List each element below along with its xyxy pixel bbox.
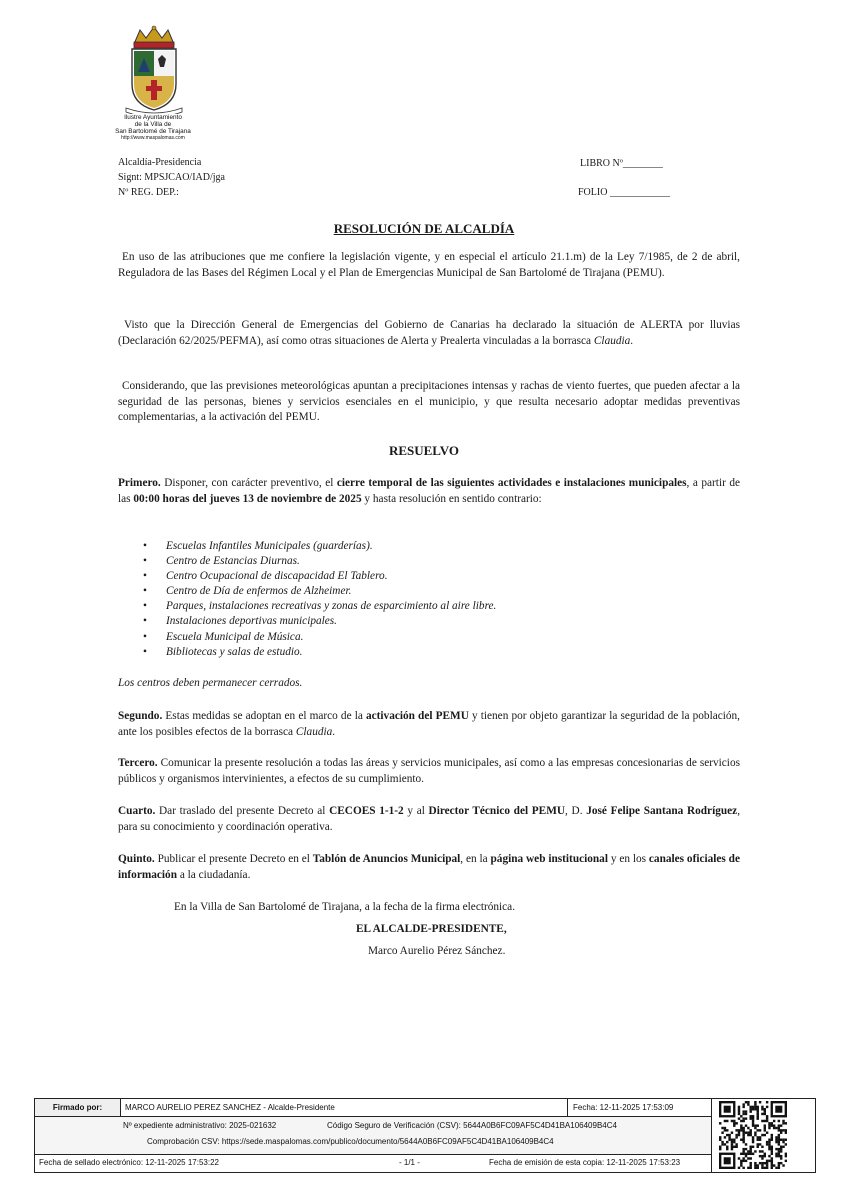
csv-check-url[interactable]: Comprobación CSV: https://sede.maspalomas.com/publico/documento/5644A0B6FC09AF5C4D41BA106409B4C4	[147, 1137, 554, 1146]
header-signature-ref: Signt: MPSJCAO/IAD/jga	[118, 172, 225, 183]
file-number: Nº expediente administrativo: 2025-021632	[123, 1121, 277, 1130]
logo-line-3: San Bartolomé de Tirajana	[115, 128, 191, 135]
list-item: • Escuelas Infantiles Municipales (guarderías).	[118, 539, 496, 554]
logo-line-2: de la Villa de	[134, 121, 172, 128]
logo-url: http://www.maspalomas.com	[121, 135, 185, 141]
list-item: • Escuela Municipal de Música.	[118, 630, 496, 645]
paragraph-attributions: En uso de las atribuciones que me confiere la legislación vigente, y en especial el artículo 21.1.m) de la Ley 7/1985, de 2 de abril, Reguladora de las Bases del Régimen Local y el Plan de Emergencias Municipal de San Bartolomé de Tirajana (PEMU).	[118, 251, 740, 279]
list-item: • Parques, instalaciones recreativas y zonas de esparcimiento al aire libre.	[118, 599, 496, 614]
document-title: RESOLUCIÓN DE ALCALDÍA	[333, 221, 515, 236]
signer-title: EL ALCALDE-PRESIDENTE,	[356, 923, 507, 935]
closed-note: Los centros deben permanecer cerrados.	[118, 677, 303, 689]
clause-cuarto: Cuarto. Dar traslado del presente Decreto al CECOES 1-1-2 y al Director Técnico del PEMU, D. José Felipe Santana Rodríguez, para su conocimiento y coordinación operativa.	[118, 805, 741, 833]
list-item: • Bibliotecas y salas de estudio.	[118, 645, 496, 660]
signature-date: Fecha: 12-11-2025 17:53:09	[567, 1099, 711, 1116]
list-item: • Instalaciones deportivas municipales.	[118, 614, 496, 629]
copy-issue-date: Fecha de emisión de esta copia: 12-11-2025 17:53:23	[489, 1158, 681, 1167]
verification-block	[35, 1117, 711, 1155]
page-number: - 1/1 -	[399, 1158, 420, 1167]
clause-tercero: Tercero. Comunicar la presente resolución a todas las áreas y servicios municipales, así como a las empresas concesionarias de servicios públicos y organismos intervinientes, a efectos de su cumplimiento.	[118, 757, 740, 785]
header-reg-dep: Nº REG. DEP.:	[118, 187, 179, 198]
list-item: • Centro Ocupacional de discapacidad El Tablero.	[118, 569, 496, 584]
header-department: Alcaldía-Presidencia	[118, 157, 202, 168]
list-item: • Centro de Estancias Diurnas.	[118, 554, 496, 569]
header-libro: LIBRO Nº________	[580, 158, 663, 169]
qr-code[interactable]	[719, 1101, 787, 1169]
csv-code: Código Seguro de Verificación (CSV): 5644A0B6FC09AF5C4D41BA106409B4C4	[327, 1121, 617, 1130]
paragraph-alert: Visto que la Dirección General de Emergencias del Gobierno de Canarias ha declarado la situación de ALERTA por lluvias (Declaración 62/2025/PEFMA), así como otras situaciones de Alerta y Prealerta vinculadas a la borrasca Claudia.	[118, 319, 740, 347]
signature-row	[35, 1099, 711, 1117]
closed-facilities-list	[118, 539, 496, 660]
closing-place-date: En la Villa de San Bartolomé de Tirajana, a la fecha de la firma electrónica.	[174, 901, 516, 913]
clause-quinto: Quinto. Publicar el presente Decreto en el Tablón de Anuncios Municipal, en la página web institucional y en los canales oficiales de información a la ciudadanía.	[118, 853, 740, 881]
resuelvo-heading: RESUELVO	[388, 443, 460, 458]
electronic-signature-box	[34, 1098, 816, 1173]
signed-by-label: Firmado por:	[35, 1099, 121, 1116]
clause-segundo: Segundo. Estas medidas se adoptan en el marco de la activación del PEMU y tienen por objeto garantizar la seguridad de la población, ante los posibles efectos de la borrasca Claudia.	[118, 710, 740, 738]
paragraph-considering: Considerando, que las previsiones meteorológicas apuntan a precipitaciones intensas y rachas de viento fuertes, que pueden afectar a la seguridad de las personas, bienes y servicios esenciales en el municipio, y que resulta necesario adoptar medidas preventivas complementarias, a la activación del PEMU.	[118, 380, 740, 424]
signer-name: Marco Aurelio Pérez Sánchez.	[368, 945, 506, 957]
clause-primero: Primero. Disponer, con carácter preventivo, el cierre temporal de las siguientes actividades e instalaciones municipales, a partir de las 00:00 horas del jueves 13 de noviembre de 2025 y hasta resolución en sentido contrario:	[118, 477, 740, 505]
signed-by-name: MARCO AURELIO PEREZ SANCHEZ - Alcalde-Presidente	[125, 1103, 335, 1112]
logo-line-1: Ilustre Ayuntamiento	[124, 114, 182, 121]
header-folio: FOLIO ____________	[578, 187, 670, 198]
seal-date: Fecha de sellado electrónico: 12-11-2025 17:53:22	[39, 1158, 219, 1167]
list-item: • Centro de Día de enfermos de Alzheimer.	[118, 584, 496, 599]
